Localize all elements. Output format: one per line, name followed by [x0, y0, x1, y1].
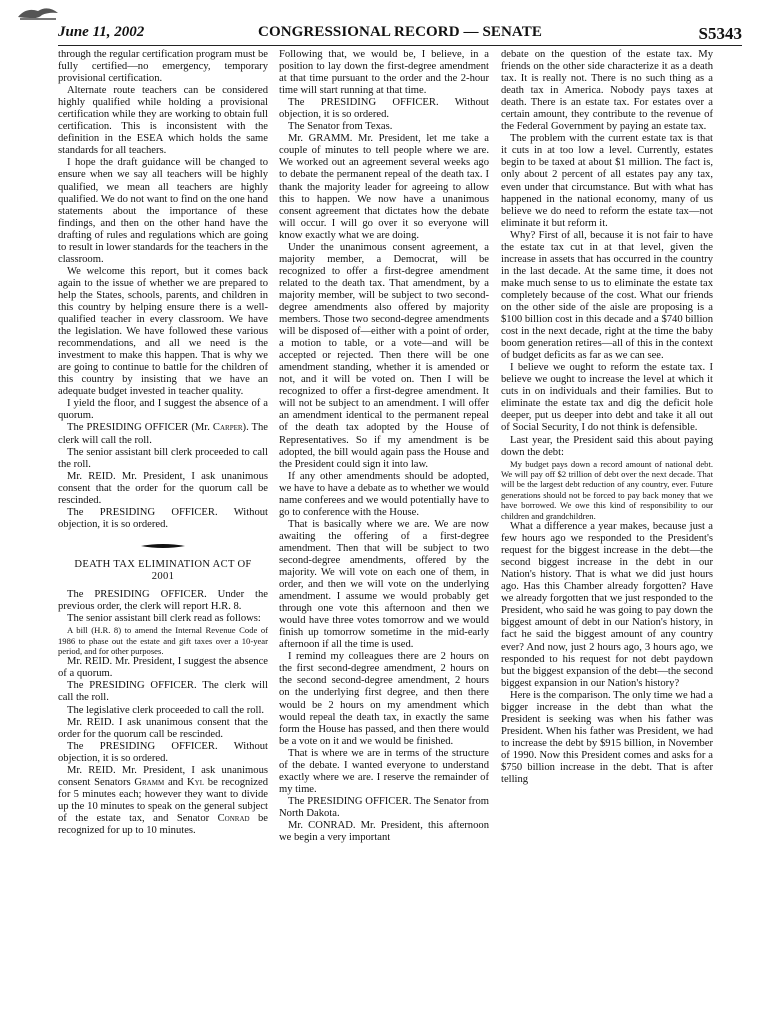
paragraph: That is basically where we are. We are now awaiting the offering of a first-degree amendment. Then that will be subject to two second-degree amendments, offered by the majority. We will vote on each one of them, in order, and then we will vote on the underlying amendment. I assume we would probably get through one vote this afternoon and then we would have three votes tomorrow and we would finish up tomorrow sometime in the mid-early afternoon if all the time is used.	[279, 518, 489, 651]
paragraph: The legislative clerk proceeded to call the roll.	[67, 704, 265, 716]
column-2	[279, 49, 489, 1019]
senator-name: Conrad	[217, 812, 250, 824]
column-1	[58, 49, 268, 1019]
paragraph: The PRESIDING OFFICER. Without objection, it is so ordered.	[58, 740, 268, 764]
senator-name: Carper	[212, 422, 243, 434]
text-run: The PRESIDING OFFICER (Mr.	[67, 422, 213, 434]
section-divider-ornament	[141, 543, 185, 549]
text-run: be recognized for up to 10 minutes.	[58, 812, 268, 836]
text-run: Mr. REID. Mr. President, I ask unanimous consent Senators	[58, 764, 268, 788]
paragraph: I believe we ought to reform the estate tax. I believe we ought to increase the level at which it cuts in on individuals and their families. But to eliminate the estate tax and dig the deficit hole deeper, put us deeper into debt and take it all out of Social Security, I do not think is defensible.	[501, 362, 713, 434]
paragraph: Mr. REID. Mr. President, I ask unanimous consent that the order for the quorum call be rescinded.	[58, 470, 268, 506]
senator-name: Kyl	[187, 776, 205, 788]
paragraph	[58, 422, 268, 446]
paragraph: Mr. GRAMM. Mr. President, let me take a couple of minutes to tell people where we are. We worked out an agreement several weeks ago to debate the permanent repeal of the death tax. I thank the majority leader for agreeing to allow this to happen. We now have a unanimous consent agreement that dictates how the debate will occur. I will go over it so everyone will know exactly what we are doing.	[279, 133, 489, 241]
paragraph: The senior assistant bill clerk proceeded to call the roll.	[58, 446, 268, 470]
paragraph: Under the unanimous consent agreement, a majority member, a Democrat, will be recognized to offer a first-degree amendment related to the death tax. That amendment, by a majority member, will be subject to two second-degree amendments also offered by majority members. Those two second-degree amendments will be disposed of—either with a point of order, a motion to table, or a vote—and will be accepted or rejected. Then there will be one amendment standing, whether it is amended or not, and it will be voted on. Then I will be recognized to offer a first-degree amendment. It will not be subject to an amendment. I will offer an amendment identical to the permanent repeal of the death tax adopted by the House of Representatives. So if my amendment is be adopted, the bill would again pass the House and the President could sign it into law.	[279, 241, 489, 470]
text-run: ). The clerk will call the roll.	[58, 422, 268, 446]
paragraph: The PRESIDING OFFICER. Without objection, it is so ordered.	[279, 97, 489, 121]
paragraph: The PRESIDING OFFICER. Under the previous order, the clerk will report H.R. 8.	[58, 588, 268, 613]
section-heading-year: 2001	[151, 570, 175, 582]
paragraph: That is where we are in terms of the structure of the debate. I wanted everyone to understand exactly where we are. I reserve the remainder of my time.	[279, 747, 489, 795]
paragraph: The senior assistant bill clerk read as follows:	[67, 613, 261, 625]
paragraph: The PRESIDING OFFICER. The clerk will call the roll.	[58, 680, 268, 704]
paragraph: The Senator from Texas.	[288, 121, 393, 133]
header-rule	[58, 45, 742, 46]
senator-name: Gramm	[134, 776, 165, 788]
gpo-eagle-logo	[12, 3, 64, 23]
section-heading: DEATH TAX ELIMINATION ACT OF	[74, 558, 252, 570]
header-page-number: S5343	[698, 24, 742, 43]
text-run: and	[164, 776, 188, 788]
header-date: June 11, 2002	[58, 24, 145, 40]
paragraph: debate on the question of the estate tax. My friends on the other side characterize it as a death tax. It is really not. There is no such thing as a death tax in America. Nobody pays taxes at death. There is an estate tax. For estates over a certain amount, they contribute to the revenue of the Federal Government by paying an estate tax.	[501, 49, 713, 133]
paragraph: Last year, the President said this about paying down the debt:	[501, 434, 713, 458]
paragraph: The PRESIDING OFFICER. Without objection, it is so ordered.	[58, 506, 268, 530]
paragraph: Mr. REID. Mr. President, I suggest the absence of a quorum.	[58, 656, 268, 680]
page-header	[58, 24, 742, 46]
bill-text: A bill (H.R. 8) to amend the Internal Revenue Code of 1986 to phase out the estate and gift taxes over a 10-year period, and for other purposes.	[58, 625, 268, 656]
paragraph: We welcome this report, but it comes back again to the issue of whether we are prepared to help the States, schools, parents, and children in this country by helping ensure there is a well-qualified teacher in every classroom. We have the legislation. We have followed these various recommendations, and all we need is the investment to make this happen. That is why we are going to continue to battle for the children of this country by insisting that we have an adequate budget invested in teacher quality.	[58, 265, 268, 398]
paragraph: I hope the draft guidance will be changed to ensure when we say all teachers will be highly qualified, we mean all teachers are highly qualified. We do not want to find on the one hand statements about the importance of these findings, and then on the other hand have the drafting of rules and regulations which are going to result in lower standards for the teachers in the classroom.	[58, 157, 268, 265]
paragraph: Why? First of all, because it is not fair to have the estate tax cut in at that level, given the increase in assets that has occurred in the country in the last decade. At the same time, it does not make much sense to us to eliminate the estate tax completely because of the cost. What our friends on the other side of the aisle are proposing is a $100 billion cost in this decade and a $740 billion cost in the next decade, right at the time the baby boom generation retires—all of this in the context of budget deficits as far as we can see.	[501, 229, 713, 362]
paragraph: Here is the comparison. The only time we had a bigger increase in the debt than what the President is seeking was when his father was President. When his father was President, we had to increase the debt by $915 billion, in November of 1990. Now this President comes and asks for a $750 billion increase in the debt. That is after telling	[501, 689, 713, 786]
header-title: CONGRESSIONAL RECORD — SENATE	[258, 24, 542, 40]
paragraph: What a difference a year makes, because just a few hours ago we responded to the President's request for the biggest increase in the debt—the second biggest increase in the debt in our Nation's history. That is what we did just hours ago. Has this Chamber already forgotten? Have we already forgotten that we just responded to the President, who said he was going to pay down the biggest amount of debt in our Nation's history, in fact he said the biggest amount of any country ever? And now, just 2 hours ago, 3 hours ago, we responded to his request for not debt paydown but the biggest expansion of the debt—the second biggest expansion in our Nation's history?	[501, 521, 713, 689]
paragraph: through the regular certification program must be fully certified—no emergency, temporary provisional certification.	[58, 49, 268, 85]
paragraph: I remind my colleagues there are 2 hours on the first second-degree amendment, 2 hours on the second second-degree amendment, 2 hours on the underlying first degree, and then there would be 2 hours on my amendment which would repeal the death tax, in exactly the same form the House has passed, and then there would be a vote on it and we would be finished.	[279, 651, 489, 747]
paragraph: If any other amendments should be adopted, we have to have a debate as to whether we would name conferees and we would potentially have to go to conference with the House.	[279, 470, 489, 518]
paragraph: Mr. REID. I ask unanimous consent that the order for the quorum call be rescinded.	[58, 716, 268, 740]
column-3	[501, 49, 713, 1019]
paragraph	[58, 765, 268, 837]
paragraph: Alternate route teachers can be considered highly qualified while holding a provisional certification while they are working to obtain full certification. This is inconsistent with the definition in the ESEA which holds the same standards for all teachers.	[58, 85, 268, 157]
text-run: be recognized for 5 minutes each; however they want to divide up the 10 minutes to speak on the general subject of the estate tax, and Senator	[58, 776, 268, 824]
paragraph: The PRESIDING OFFICER. The Senator from North Dakota.	[279, 795, 489, 819]
paragraph: Following that, we would be, I believe, in a position to lay down the first-degree amendment at that time pursuant to the order and the 2-hour time will start running at that time.	[279, 49, 489, 97]
paragraph: The problem with the current estate tax is that it cuts in at too low a level. Currently, estates begin to be taxed at about $1 million. The fact is, only about 2 percent of all estates pay any tax, even under that circumstance. But with what has happened in the national economy, many of us believe we do need to reform the estate tax—not eliminate it but reform it.	[501, 133, 713, 229]
paragraph: I yield the floor, and I suggest the absence of a quorum.	[58, 398, 268, 422]
quoted-text: My budget pays down a record amount of national debt. We will pay off $2 trillion of debt over the next decade. That will be the largest debt reduction of any country, ever. Future generations should not be forced to pay back money that we have borrowed. We owe this kind of responsibility to our children and grandchildren.	[501, 458, 713, 521]
paragraph: Mr. CONRAD. Mr. President, this afternoon we begin a very important	[279, 820, 489, 844]
